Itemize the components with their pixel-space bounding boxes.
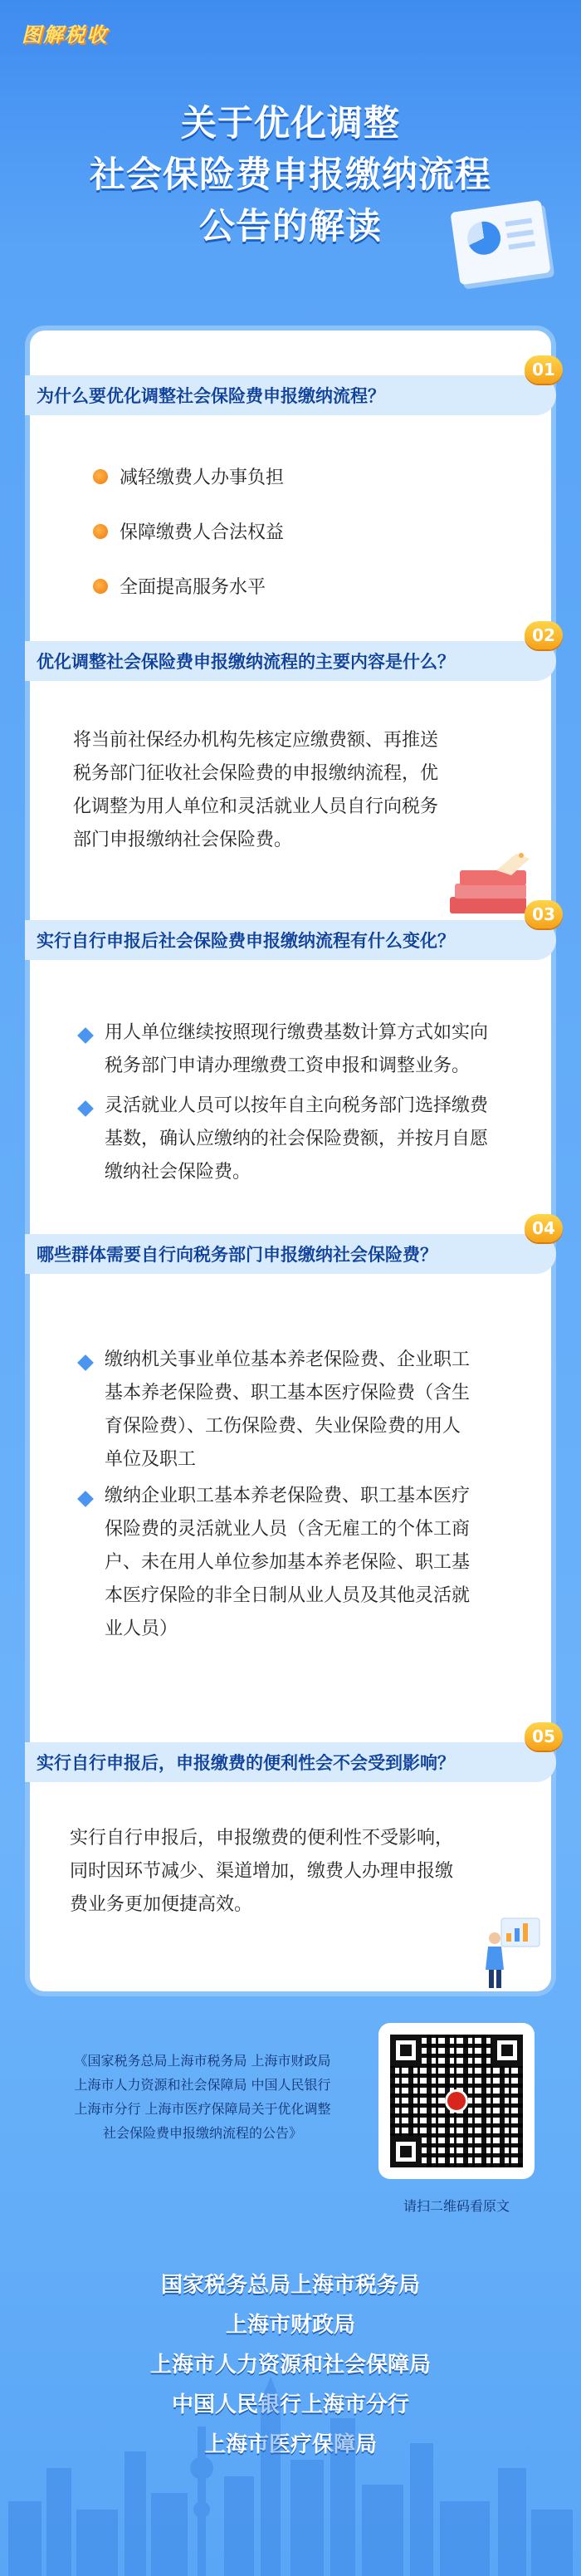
authority-name: 上海市财政局 — [225, 2313, 355, 2338]
question-bar-02 — [25, 625, 556, 681]
authority-name: 中国人民银行上海市分行 — [171, 2392, 409, 2417]
question-text: 哪些群体需要自行向税务部门申报缴纳社会保险费？ — [37, 1245, 437, 1265]
text-line: 费业务更加便捷高效。 — [70, 1894, 253, 1915]
qr-finder-icon — [491, 2035, 523, 2066]
list-item — [105, 1480, 470, 1646]
title-line: 关于优化调整 — [181, 103, 400, 144]
reference-notice — [50, 2049, 355, 2145]
section-number-badge: 03 — [525, 900, 563, 928]
text-line: 灵活就业人员可以按年自主向税务部门选择缴费 — [105, 1095, 489, 1116]
text-line: 部门申报缴纳社会保险费。 — [73, 830, 293, 850]
text-line: 缴纳机关事业单位基本养老保险费、企业职工 — [105, 1349, 471, 1370]
diamond-bullet-icon — [77, 1354, 94, 1371]
text-line: 业人员） — [105, 1619, 178, 1639]
brand-logo: 图解税收 — [22, 23, 108, 47]
answer-paragraph — [73, 724, 438, 857]
authority-name: 国家税务总局上海市税务局 — [160, 2273, 420, 2298]
section-number-badge: 02 — [525, 621, 563, 649]
question-text: 为什么要优化调整社会保险费申报缴纳流程？ — [37, 386, 385, 406]
list-item — [105, 1090, 488, 1189]
text-line: 化调整为用人单位和灵活就业人员自行向税务 — [73, 796, 439, 817]
document-chart-icon — [450, 200, 550, 285]
list-item — [93, 518, 284, 544]
text-line: 户、未在用人单位参加基本养老保险、职工基 — [105, 1552, 471, 1573]
diamond-bullet-icon — [77, 1027, 94, 1044]
bullet-dot-icon — [93, 469, 108, 484]
bullet-dot-icon — [93, 524, 108, 539]
section-number-badge: 04 — [525, 1214, 563, 1242]
bullet-text: 减轻缴费人办事负担 — [120, 468, 285, 488]
text-line: 实行自行申报后，申报缴费的便利性不受影响， — [70, 1828, 454, 1849]
authority-name: 上海市人力资源和社会保障局 — [149, 2353, 431, 2378]
books-illustration — [447, 850, 538, 920]
text-line: 将当前社保经办机构先核定应缴费额、再推送 — [73, 730, 439, 751]
list-item — [93, 573, 266, 599]
qr-finder-icon — [390, 2035, 422, 2066]
qr-code[interactable] — [378, 2023, 535, 2179]
question-bar-03 — [25, 904, 556, 960]
question-text: 实行自行申报后社会保险费申报缴纳流程有什么变化？ — [37, 931, 455, 951]
title-line: 社会保险费申报缴纳流程 — [90, 154, 491, 196]
section-number-badge: 01 — [525, 355, 563, 384]
question-bar-01 — [25, 360, 556, 415]
text-line: 基数，确认应缴纳的社会保险费额，并按月自愿 — [105, 1129, 489, 1149]
title-line: 公告的解读 — [199, 206, 382, 247]
list-item — [93, 463, 284, 489]
question-bar-04 — [25, 1218, 556, 1274]
qr-caption: 请扫二维码看原文 — [403, 2198, 510, 2214]
question-bar-05 — [25, 1726, 556, 1782]
diamond-bullet-icon — [77, 1100, 94, 1117]
section-number-badge: 05 — [525, 1722, 563, 1751]
text-line: 用人单位继续按照现行缴费基数计算方式如实向 — [105, 1022, 489, 1043]
question-text: 优化调整社会保险费申报缴纳流程的主要内容是什么？ — [37, 652, 455, 672]
text-line: 税务部门征收社会保险费的申报缴纳流程，优 — [73, 763, 439, 784]
text-line: 单位及职工 — [105, 1449, 197, 1470]
text-line: 基本养老保险费、职工基本医疗保险费（含生 — [105, 1383, 471, 1403]
text-line: 上海市分行 上海市医疗保障局关于优化调整 — [74, 2101, 331, 2117]
list-item — [105, 1344, 470, 1477]
qr-pattern — [390, 2035, 523, 2167]
text-line: 育保险费）、工伤保险费、失业保险费的用人 — [105, 1416, 461, 1437]
text-line: 社会保险费申报缴纳流程的公告》 — [102, 2125, 302, 2141]
content-card — [30, 331, 555, 1991]
text-line: 保险费的灵活就业人员（含无雇工的个体工商 — [105, 1519, 471, 1540]
text-line: 税务部门申请办理缴费工资申报和调整业务。 — [105, 1055, 471, 1076]
bullet-text: 保障缴费人合法权益 — [120, 522, 285, 543]
diamond-bullet-icon — [77, 1491, 94, 1507]
bullet-dot-icon — [93, 579, 108, 594]
answer-paragraph — [70, 1822, 453, 1922]
authority-name: 上海市医疗保障局 — [203, 2432, 377, 2457]
text-line: 缴纳企业职工基本养老保险费、职工基本医疗 — [105, 1486, 471, 1506]
text-line: 《国家税务总局上海市税务局 上海市财政局 — [74, 2053, 331, 2069]
list-item — [105, 1016, 488, 1083]
emblem-icon — [445, 2089, 468, 2113]
text-line: 缴纳社会保险费。 — [105, 1162, 251, 1183]
text-line: 本医疗保险的非全日制从业人员及其他灵活就 — [105, 1585, 471, 1606]
text-line: 同时因环节减少、渠道增加，缴费人办理申报缴 — [70, 1861, 454, 1882]
person-board-illustration — [478, 1913, 544, 1990]
qr-finder-icon — [390, 2136, 422, 2167]
text-line: 上海市人力资源和社会保障局 中国人民银行 — [74, 2077, 331, 2093]
bullet-text: 全面提高服务水平 — [120, 577, 266, 598]
city-skyline-illustration — [0, 2302, 581, 2576]
question-text: 实行自行申报后，申报缴费的便利性会不会受到影响？ — [37, 1753, 455, 1773]
